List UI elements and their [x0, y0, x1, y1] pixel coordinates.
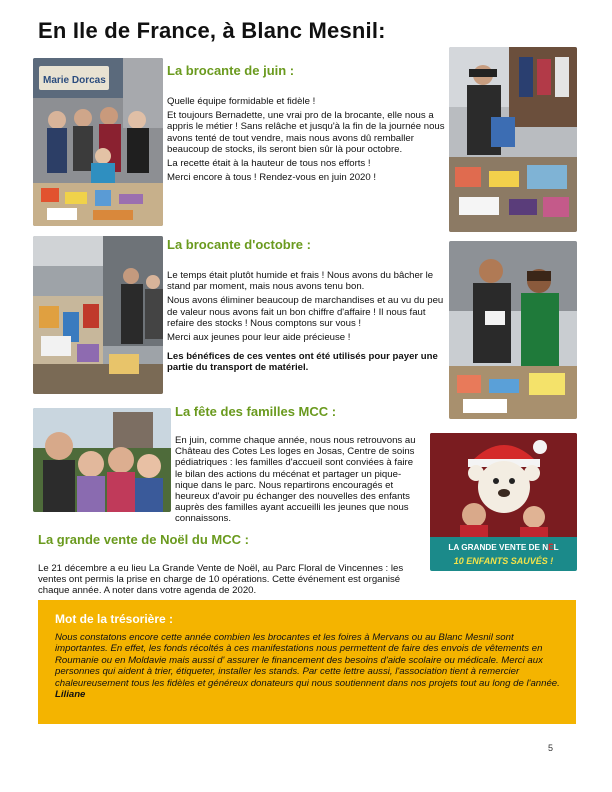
treasurer-box: [38, 600, 576, 724]
photo-sign-text: Marie Dorcas: [43, 75, 106, 86]
photo-june-stand-image: [449, 47, 577, 232]
photo-june-team: [33, 58, 163, 226]
page-title: En Ile de France, à Blanc Mesnil:: [38, 18, 386, 43]
treasurer-heading: Mot de la trésorière :: [55, 612, 174, 626]
text-june: [167, 96, 447, 186]
photo-october-stand-image: [33, 236, 163, 394]
text-october-p1: Le temps était plutôt humide et frais ! Nous avons du bâcher le stand par moment, mais nous avons tenu bon.: [167, 270, 434, 293]
banner-line2: 10 ENFANTS SAUVÉS !: [453, 556, 554, 566]
photo-family-day-image: [33, 408, 171, 512]
treasurer-signature: Liliane: [55, 689, 86, 701]
banner-line1: LA GRANDE VENTE DE NËL: [448, 543, 559, 552]
heading-families: La fête des familles MCC :: [175, 404, 337, 419]
photo-october-youth: [449, 241, 577, 419]
text-families: En juin, comme chaque année, nous nous retrouvons au Château des Cotes Les loges en Josas, Centre de soins pédiatriques : les familles d'accueil sont conviées à faire le bilan des actions du mécénat et partager un pique-nique dans le parc. Nous repartirons encouragés et heureux d'avoir pu échanger des nouvelles des enfants auprès des familles ayant accueilli les jeunes que nous connaissons.: [175, 435, 416, 525]
text-christmas: Le 21 décembre a eu lieu La Grande Vente de Noël, au Parc Floral de Vincennes : les ventes ont permis la prise en charge de 10 opérations. Cette événement est organisé chaque année. A noter dans votre agenda de 2020.: [38, 563, 404, 597]
text-october-p3: Merci aux jeunes pour leur aide précieuse !: [167, 332, 351, 344]
photo-october-youth-image: [449, 241, 577, 419]
page-number: 5: [548, 743, 554, 753]
treasurer-body: Nous constatons encore cette année combien les brocantes et les foires à Mervans ou au Blanc Mesnil sont importantes. En effet, les fonds récoltés à ces manifestations nous permettent de faire des envois de vêtements en Roumanie ou en Moldavie mais aussi d' assurer le financement des besoins d'aide scolaire ou médicale. Merci aux personnes qui aident à trier, étiqueter, installer les stands. Par cette lettre aussi, l'association tient à remercier chaleureusement tous les fidèles et généreux donateurs qui nous soutiennent dans nos projets tout au long de l'année.: [55, 632, 560, 689]
photo-june-stand: [449, 47, 577, 232]
photo-june-team-image: [33, 58, 163, 226]
text-june-p2: Et toujours Bernadette, une vrai pro de la brocante, elle nous a appris le métier ! Sans relâche et jusqu'à la fin de la journée nous avons tenté de tout vendre, mais nous avons dû remballer beaucoup de stocks, ils seront bien sûr là pour octobre.: [167, 110, 445, 155]
photo-christmas-sale-image: [430, 433, 577, 571]
photo-christmas-sale: [430, 433, 577, 571]
photo-october-stand: [33, 236, 163, 394]
text-june-p4: Merci encore à tous ! Rendez-vous en juin 2020 !: [167, 172, 377, 184]
text-october-p2: Nous avons éliminer beaucoup de marchandises et au vu du peu de valeur nous avons fait un bon chiffre d'affaire ! Il nous faut refaire des stocks ! Nous comptons sur vous !: [167, 295, 444, 329]
heading-christmas: La grande vente de Noël du MCC :: [38, 532, 249, 547]
photo-family-day: [33, 408, 171, 512]
text-june-p3: La recette était à la hauteur de tous nos efforts !: [167, 158, 371, 170]
treasurer-text: [55, 632, 565, 700]
heading-october: La brocante d'octobre :: [167, 237, 311, 252]
text-october-p4: Les bénéfices de ces ventes ont été utilisés pour payer une partie du transport de matériel.: [167, 351, 438, 374]
heading-june: La brocante de juin :: [167, 63, 295, 78]
text-october: [167, 270, 447, 377]
text-june-p1: Quelle équipe formidable et fidèle !: [167, 96, 316, 107]
